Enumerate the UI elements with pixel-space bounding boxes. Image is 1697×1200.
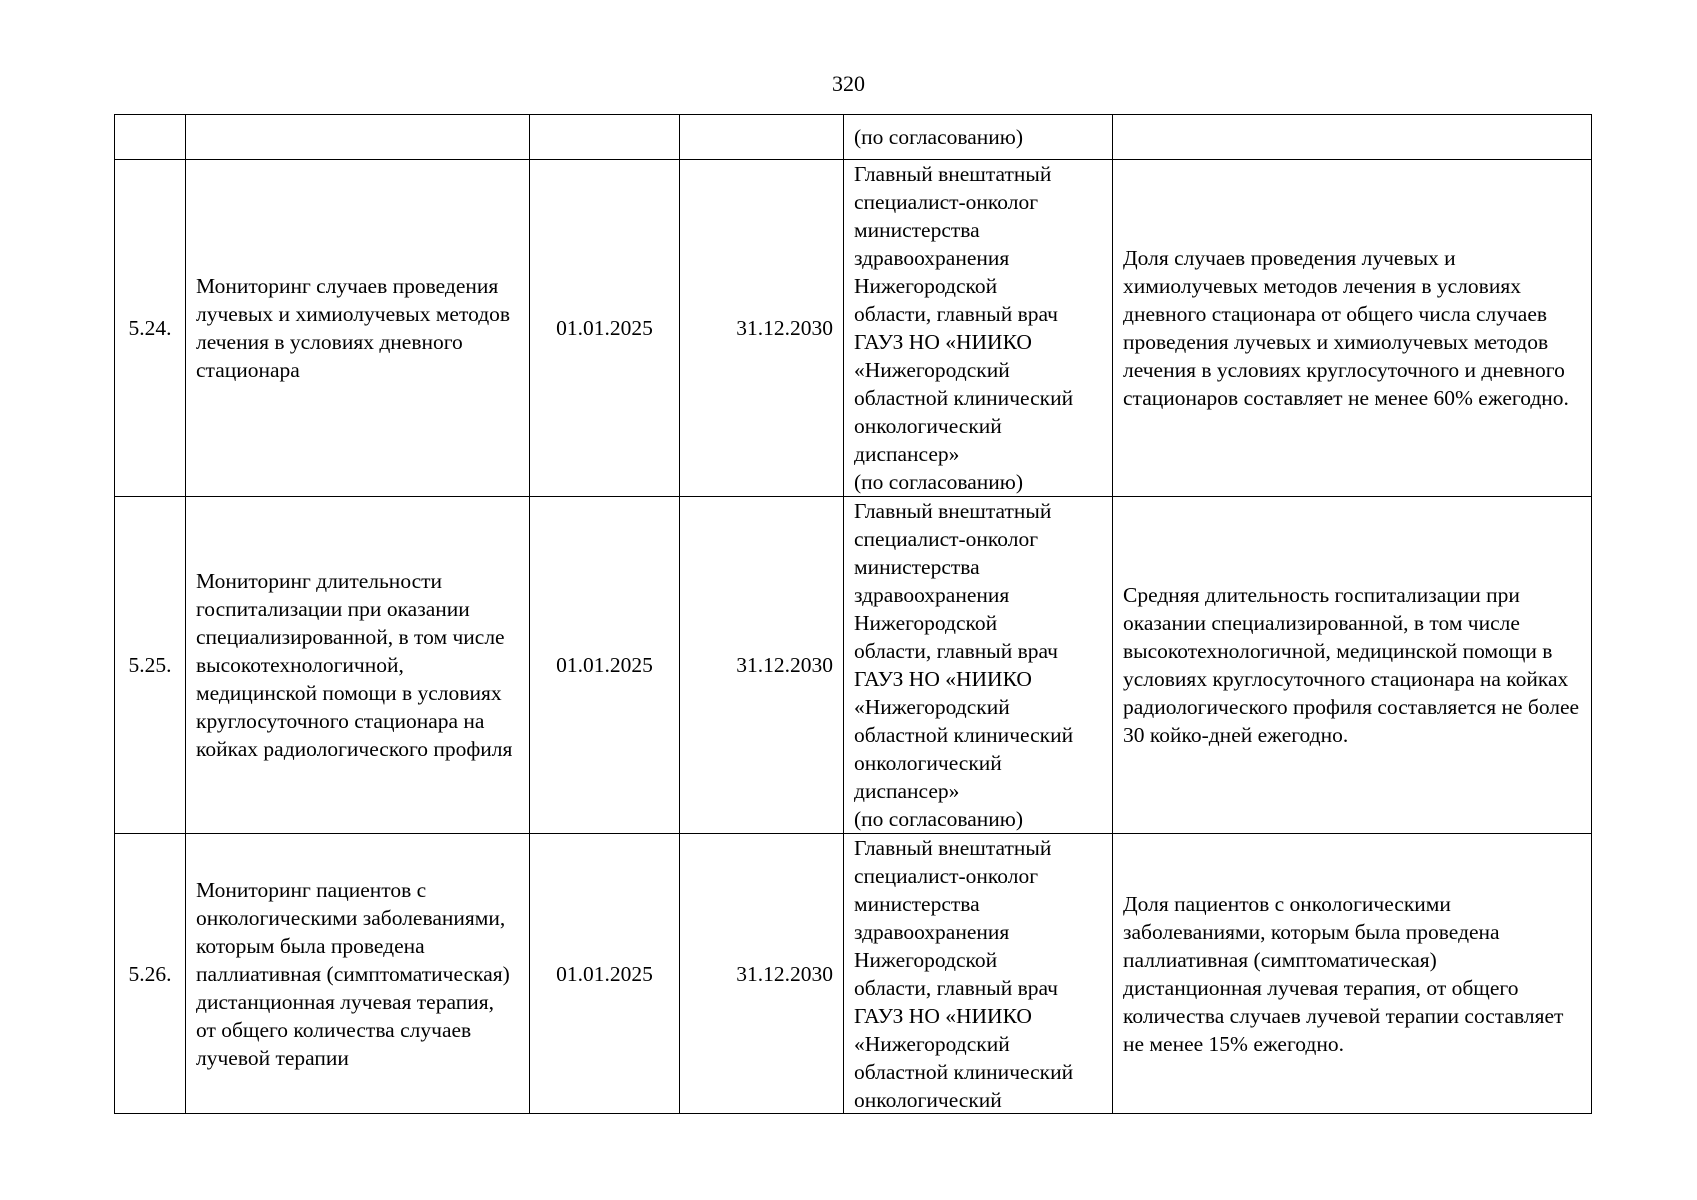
responsible-line: Главный внештатный [854,499,1052,523]
responsible-line: министерства [854,218,980,242]
responsible-line: диспансер» [854,442,960,466]
cell-end-date: 31.12.2030 [680,497,844,834]
cell-responsible [844,160,1113,497]
cell-activity: Мониторинг пациентов с онкологическими заболеваниями, которым была проведена паллиативная (симптоматическая) дистанционная лучевая терапия, от общего количества случаев лучевой терапии [186,834,530,1114]
cell-responsible: (по согласованию) [844,115,1113,160]
responsible-line: специалист-онколог [854,527,1039,551]
cell-responsible [844,497,1113,834]
responsible-line: областной клинический [854,386,1074,410]
cell-number [115,115,186,160]
responsible-line: онкологический [854,1088,1002,1112]
responsible-line: Нижегородской [854,948,998,972]
responsible-line: «Нижегородский [854,358,1010,382]
responsible-line: ГАУЗ НО «НИИКО [854,330,1032,354]
responsible-line: области, главный врач [854,639,1058,663]
responsible-line: онкологический [854,751,1002,775]
responsible-line: «Нижегородский [854,1032,1010,1056]
table-row [115,834,1592,1114]
cell-result [1113,115,1592,160]
cell-result: Средняя длительность госпитализации при оказании специализированной, в том числе высокотехнологичной, медицинской помощи в условиях круглосуточного стационара на койках радиологического профиля составляется не более 30 койко-дней ежегодно. [1113,497,1592,834]
responsible-line: министерства [854,555,980,579]
responsible-line: (по согласованию) [854,470,1024,494]
responsible-line: ГАУЗ НО «НИИКО [854,667,1032,691]
cell-activity [186,115,530,160]
responsible-line: министерства [854,892,980,916]
responsible-line: Нижегородской [854,274,998,298]
responsible-line: (по согласованию) [854,807,1024,831]
responsible-line: Главный внештатный [854,836,1052,860]
page-number: 320 [832,71,865,96]
cell-start-date [530,115,680,160]
table-row [115,160,1592,497]
cell-number: 5.25. [115,497,186,834]
cell-number: 5.26. [115,834,186,1114]
responsible-line: здравоохранения [854,246,1010,270]
plan-table [114,114,1592,1114]
table-row [115,497,1592,834]
responsible-line: Нижегородской [854,611,998,635]
responsible-line: здравоохранения [854,583,1010,607]
responsible-line: онкологический [854,414,1002,438]
responsible-line: Главный внештатный [854,162,1052,186]
cell-responsible [844,834,1113,1114]
cell-start-date: 01.01.2025 [530,834,680,1114]
responsible-line: области, главный врач [854,976,1058,1000]
responsible-line: ГАУЗ НО «НИИКО [854,1004,1032,1028]
cell-number: 5.24. [115,160,186,497]
cell-end-date: 31.12.2030 [680,834,844,1114]
cell-start-date: 01.01.2025 [530,497,680,834]
responsible-line: области, главный врач [854,302,1058,326]
cell-activity: Мониторинг длительности госпитализации при оказании специализированной, в том числе высокотехнологичной, медицинской помощи в условиях круглосуточного стационара на койках радиологического профиля [186,497,530,834]
cell-start-date: 01.01.2025 [530,160,680,497]
responsible-line: областной клинический [854,1060,1074,1084]
table-row-continuation [115,115,1592,160]
cell-result: Доля случаев проведения лучевых и химиолучевых методов лечения в условиях дневного стационара от общего числа случаев проведения лучевых и химиолучевых методов лечения в условиях круглосуточного и дневного стационаров составляет не менее 60% ежегодно. [1113,160,1592,497]
responsible-line: здравоохранения [854,920,1010,944]
cell-end-date: 31.12.2030 [680,160,844,497]
responsible-line: областной клинический [854,723,1074,747]
cell-result: Доля пациентов с онкологическими заболеваниями, которым была проведена паллиативная (симптоматическая) дистанционная лучевая терапия, от общего количества случаев лучевой терапии составляет не менее 15% ежегодно. [1113,834,1592,1114]
cell-activity: Мониторинг случаев проведения лучевых и химиолучевых методов лечения в условиях дневного стационара [186,160,530,497]
responsible-line: «Нижегородский [854,695,1010,719]
responsible-line: диспансер» [854,779,960,803]
cell-end-date [680,115,844,160]
responsible-line: специалист-онколог [854,190,1039,214]
responsible-line: специалист-онколог [854,864,1039,888]
